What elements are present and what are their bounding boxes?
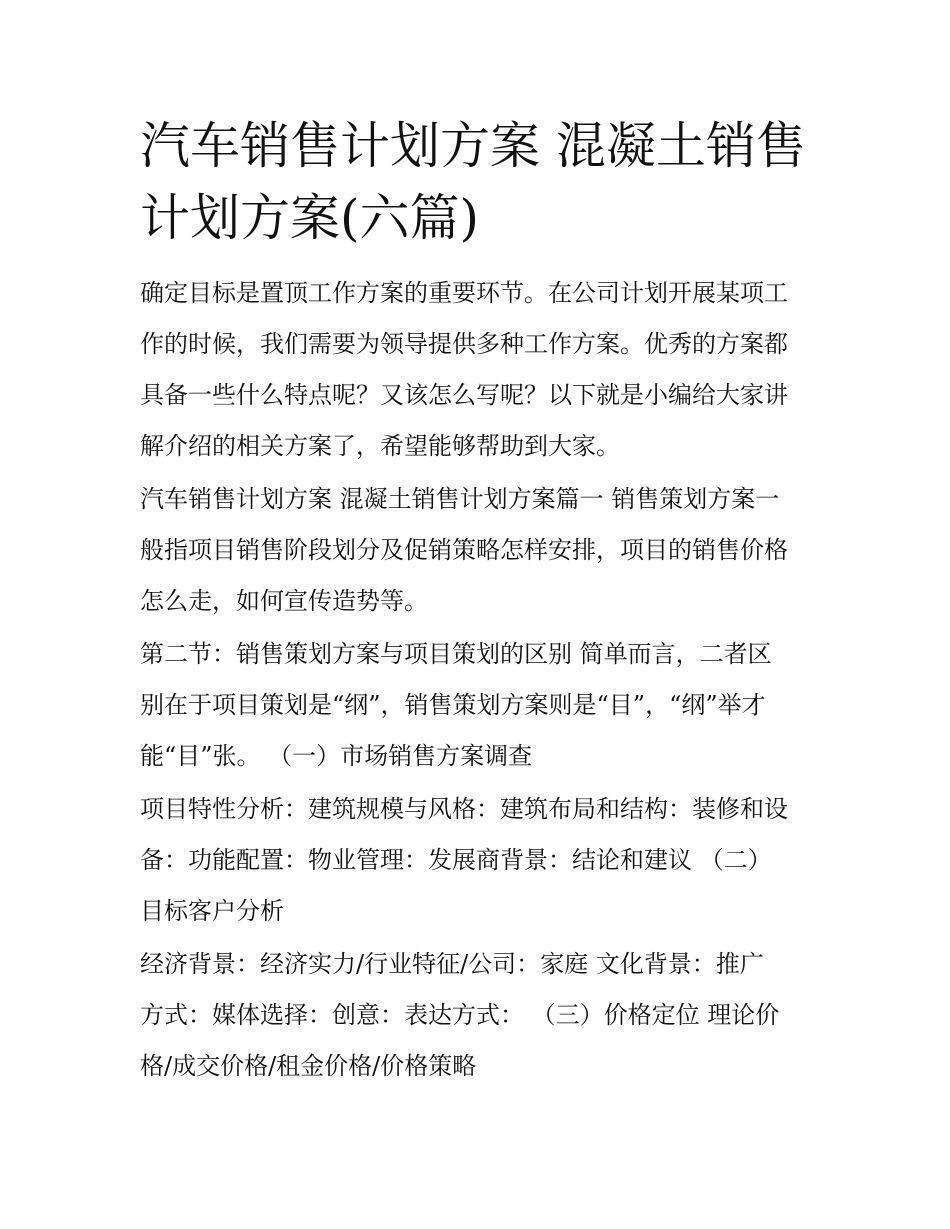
document-page <box>140 110 820 1094</box>
project-analysis-paragraph: 项目特性分析：建筑规模与风格：建筑布局和结构：装修和设 备：功能配置：物业管理：发展商背景：结论和建议 （二） 目标客户分析 <box>140 795 788 925</box>
document-title: 汽车销售计划方案 混凝土销售 计划方案(六篇) <box>140 117 806 247</box>
section-one-paragraph: 汽车销售计划方案 混凝土销售计划方案篇一 销售策划方案一 般指项目销售阶段划分及促销策略怎样安排，项目的销售价格 怎么走，如何宣传造势等。 <box>140 485 788 615</box>
intro-paragraph: 确定目标是置顶工作方案的重要环节。在公司计划开展某项工 作的时候，我们需要为领导提供多种工作方案。优秀的方案都 具备一些什么特点呢？又该怎么写呢？以下就是小编给大家讲 解介绍的相关方案了，希望能够帮助到大家。 <box>140 279 788 460</box>
background-paragraph: 经济背景：经济实力/行业特征/公司：家庭 文化背景：推广 方式：媒体选择：创意：表达方式： （三）价格定位 理论价 格/成交价格/租金价格/价格策略 <box>140 950 780 1080</box>
section-two-paragraph: 第二节：销售策划方案与项目策划的区别 简单而言，二者区 别在于项目策划是“纲”，销售策划方案则是“目”，“纲”举才 能“目”张。 （一）市场销售方案调查 <box>140 640 772 770</box>
